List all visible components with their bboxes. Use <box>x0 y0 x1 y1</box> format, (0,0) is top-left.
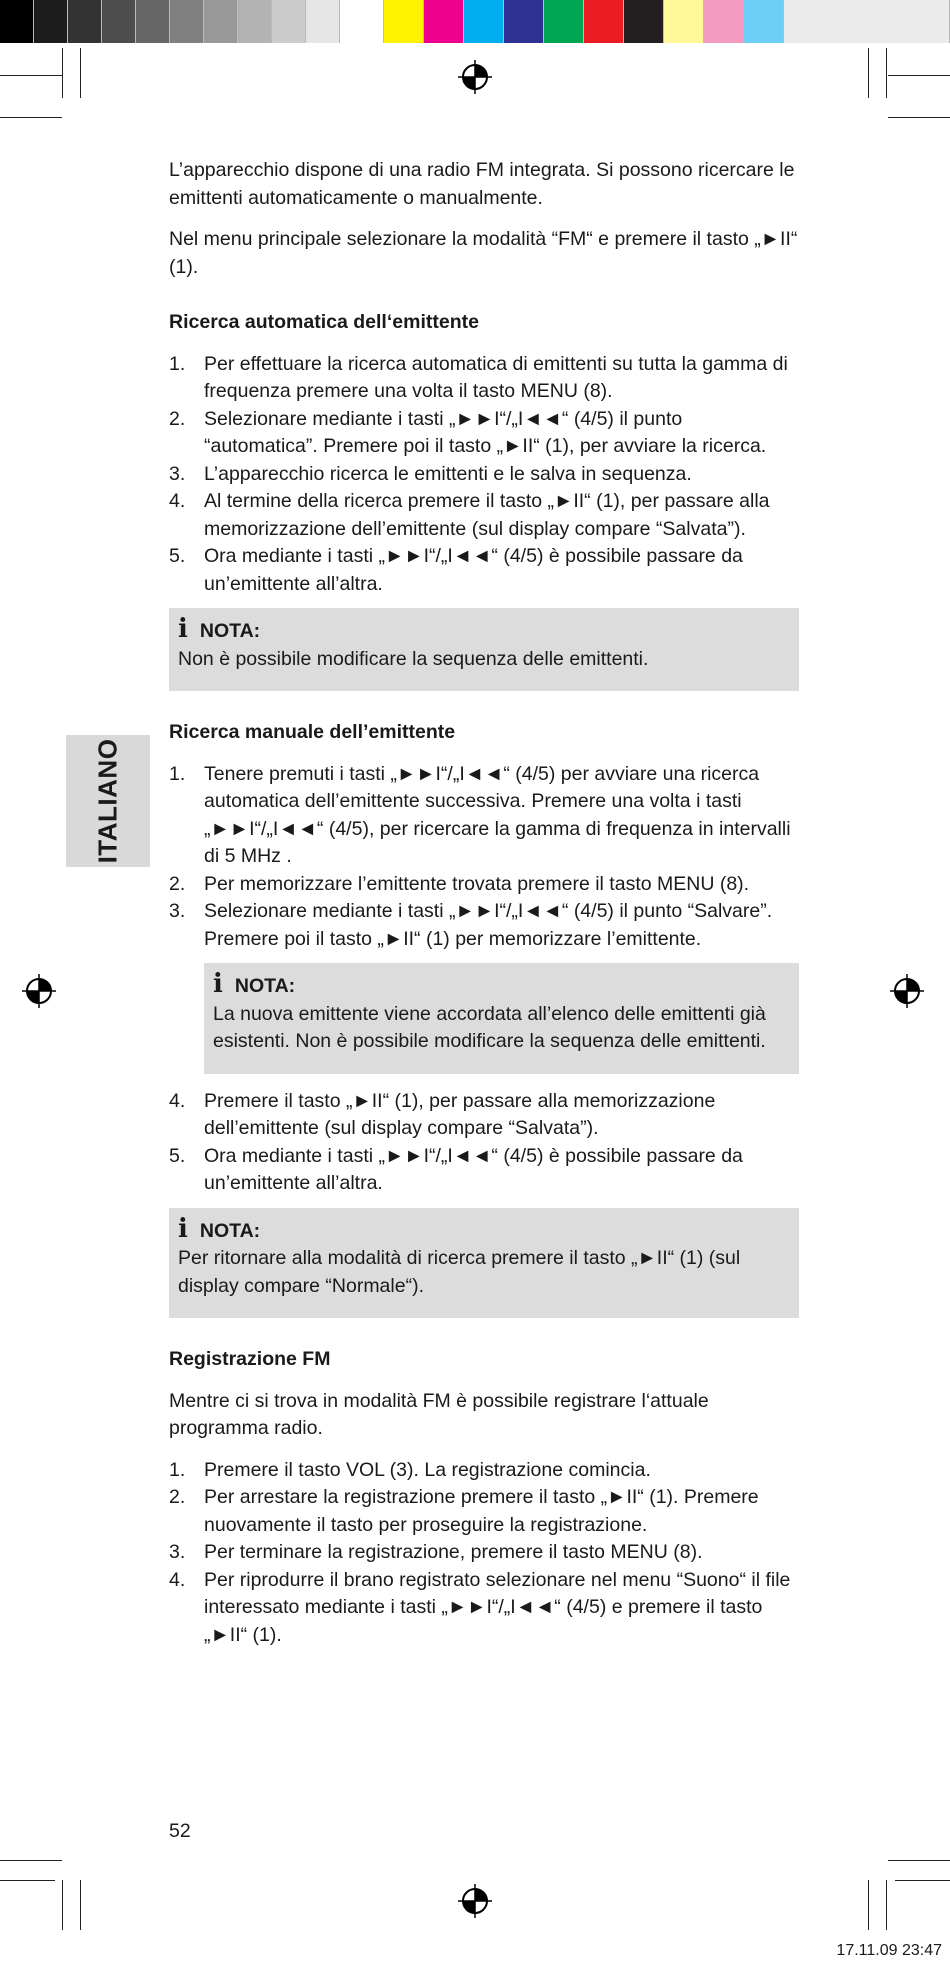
color-swatch <box>34 0 68 43</box>
page-number: 52 <box>169 1820 191 1842</box>
crop-mark-bottom-right-v2 <box>886 1880 887 1930</box>
step-text: Selezionare mediante i tasti „►►I“/„I◄◄“ (4/5) il punto “automatica”. Premere poi il tasto „►II“ (1), per avviare la ricerca. <box>204 407 767 457</box>
color-swatch <box>544 0 584 43</box>
list-item <box>169 461 799 489</box>
step-number: 1. <box>169 1458 186 1481</box>
step-text: Al termine della ricerca premere il tasto „►II“ (1), per passare alla memorizzazione dell’emittente (sul display compare “Salvata”). <box>204 490 770 540</box>
crop-mark-top-right-v2 <box>886 48 887 98</box>
note-box-manual-inner <box>204 963 799 1074</box>
main-content <box>169 157 799 1659</box>
list-item <box>169 406 799 461</box>
crop-mark-bottom-left-h2 <box>0 1880 55 1881</box>
list-item <box>169 1484 799 1539</box>
step-text: Per memorizzare l’emittente trovata premere il tasto MENU (8). <box>204 872 750 895</box>
color-swatch <box>384 0 424 43</box>
crop-mark-bottom-right-v1 <box>868 1880 869 1930</box>
info-icon: i <box>178 614 188 644</box>
step-number: 3. <box>169 462 186 485</box>
step-text: Ora mediante i tasti „►►I“/„I◄◄“ (4/5) è possibile passare da un’emittente all’altra. <box>204 1144 743 1194</box>
section-heading-auto-search: Ricerca automatica dell‘emittente <box>169 311 479 333</box>
registration-mark-left-icon <box>22 974 56 1008</box>
color-calibration-bar <box>0 0 950 43</box>
list-item <box>169 871 799 899</box>
crop-mark-top-left-h2 <box>0 117 62 118</box>
crop-mark-top-right-v1 <box>868 48 869 98</box>
auto-search-steps <box>169 351 799 599</box>
color-swatch <box>136 0 170 43</box>
step-text: Per effettuare la ricerca automatica di emittenti su tutta la gamma di frequenza premere una volta il tasto MENU (8). <box>204 352 788 402</box>
info-icon: i <box>178 1213 188 1244</box>
note-text: Non è possibile modificare la sequenza delle emittenti. <box>178 647 649 670</box>
note-label: NOTA: <box>234 975 296 997</box>
crop-mark-top-right-h2 <box>888 117 950 118</box>
registration-mark-right-icon <box>890 974 924 1008</box>
crop-mark-top-left-v1 <box>62 48 63 98</box>
crop-mark-bottom-left-h <box>0 1860 62 1861</box>
note-box-auto-search <box>169 608 799 691</box>
intro-paragraph-1: L’apparecchio dispone di una radio FM integrata. Si possono ricercare le emittenti automaticamente o manualmente. <box>169 159 795 209</box>
list-item <box>169 1539 799 1567</box>
step-number: 4. <box>169 490 186 512</box>
color-swatch <box>170 0 204 43</box>
step-text: Tenere premuti i tasti „►►I“/„I◄◄“ (4/5) per avviare una ricerca automatica dell’emittente successiva. Premere una volta i tasti „►►I“/„I◄◄“ (4/5), per ricercare la gamma di frequenza in intervalli di 5 MHz . <box>204 762 791 867</box>
color-swatch <box>68 0 102 43</box>
crop-mark-bottom-left-v1 <box>62 1880 63 1930</box>
step-text: Selezionare mediante i tasti „►►I“/„I◄◄“ (4/5) il punto “Salvare”. Premere poi il tasto „►II“ (1) per memorizzare l’emittente. <box>204 900 773 950</box>
color-swatch <box>306 0 340 43</box>
step-text: Premere il tasto „►II“ (1), per passare alla memorizzazione dell’emittente (sul display compare “Salvata”). <box>204 1089 716 1139</box>
color-swatch <box>424 0 464 43</box>
step-text: Per terminare la registrazione, premere il tasto MENU (8). <box>204 1541 703 1563</box>
step-number: 3. <box>169 1541 186 1563</box>
color-swatch <box>624 0 664 43</box>
note-box-manual-search <box>169 1208 799 1319</box>
list-item <box>169 761 799 871</box>
registration-mark-top-icon <box>458 60 492 94</box>
step-number: 1. <box>169 352 186 375</box>
manual-search-steps-b <box>169 1088 799 1198</box>
note-label: NOTA: <box>199 620 261 642</box>
crop-mark-bottom-left-v2 <box>80 1880 81 1930</box>
step-text: Ora mediante i tasti „►►I“/„I◄◄“ (4/5) è possibile passare da un’emittente all’altra. <box>204 545 743 595</box>
step-text: Per riprodurre il brano registrato selezionare nel menu “Suono“ il file interessato mediante i tasti „►►I“/„I◄◄“ (4/5) e premere il tasto „►II“ (1). <box>204 1568 791 1646</box>
list-item <box>169 1457 799 1485</box>
language-side-tab <box>66 735 150 867</box>
list-item <box>169 1143 799 1198</box>
color-swatch <box>584 0 624 43</box>
intro-paragraph-2: Nel menu principale selezionare la modalità “FM“ e premere il tasto „►II“ (1). <box>169 228 798 278</box>
color-swatch <box>664 0 704 43</box>
fm-recording-intro: Mentre ci si trova in modalità FM è possibile registrare l‘attuale programma radio. <box>169 1389 709 1439</box>
color-swatch <box>784 0 950 43</box>
manual-search-steps-a <box>169 761 799 954</box>
note-header <box>178 1213 790 1246</box>
registration-mark-bottom-icon <box>458 1884 492 1918</box>
list-item <box>169 488 799 543</box>
note-text: Per ritornare alla modalità di ricerca premere il tasto „►II“ (1) (sul display compare “Normale“). <box>178 1247 741 1297</box>
section-heading-fm-recording: Registrazione FM <box>169 1348 331 1370</box>
crop-mark-top-right-h <box>888 75 950 76</box>
fm-recording-steps <box>169 1457 799 1650</box>
color-swatch <box>272 0 306 43</box>
list-item <box>169 1088 799 1143</box>
step-number: 3. <box>169 900 186 922</box>
color-swatch <box>704 0 744 43</box>
step-text: Per arrestare la registrazione premere il tasto „►II“ (1). Premere nuovamente il tasto per proseguire la registrazione. <box>204 1486 759 1536</box>
print-timestamp: 17.11.09 23:47 <box>836 1942 942 1959</box>
step-text: L’apparecchio ricerca le emittenti e le salva in sequenza. <box>204 462 692 485</box>
color-swatch <box>204 0 238 43</box>
crop-mark-bottom-right-h2 <box>895 1880 950 1881</box>
list-item <box>169 351 799 406</box>
step-number: 4. <box>169 1089 186 1112</box>
color-swatch <box>744 0 784 43</box>
step-number: 2. <box>169 872 186 895</box>
language-side-tab-label: ITALIANO <box>92 738 123 864</box>
list-item <box>169 1567 799 1650</box>
note-label: NOTA: <box>199 1219 261 1242</box>
color-swatch <box>340 0 384 43</box>
crop-mark-bottom-right-h <box>888 1860 950 1861</box>
step-number: 5. <box>169 545 186 567</box>
note-text: La nuova emittente viene accordata all’elenco delle emittenti già esistenti. Non è possibile modificare la sequenza delle emittenti. <box>213 1002 766 1052</box>
step-text: Premere il tasto VOL (3). La registrazione comincia. <box>204 1458 651 1481</box>
color-swatch <box>464 0 504 43</box>
section-heading-manual-search: Ricerca manuale dell’emittente <box>169 721 456 743</box>
step-number: 2. <box>169 407 186 430</box>
color-swatch <box>0 0 34 43</box>
step-number: 5. <box>169 1144 186 1167</box>
list-item <box>169 543 799 598</box>
step-number: 1. <box>169 762 186 785</box>
color-swatch <box>238 0 272 43</box>
step-number: 4. <box>169 1568 186 1591</box>
crop-mark-top-left-v2 <box>80 48 81 98</box>
color-swatch <box>102 0 136 43</box>
list-item <box>169 898 799 953</box>
note-header <box>213 971 790 1001</box>
note-header <box>178 616 790 646</box>
crop-mark-top-left-h <box>0 75 62 76</box>
color-swatch <box>504 0 544 43</box>
info-icon: i <box>213 969 223 999</box>
step-number: 2. <box>169 1486 186 1508</box>
